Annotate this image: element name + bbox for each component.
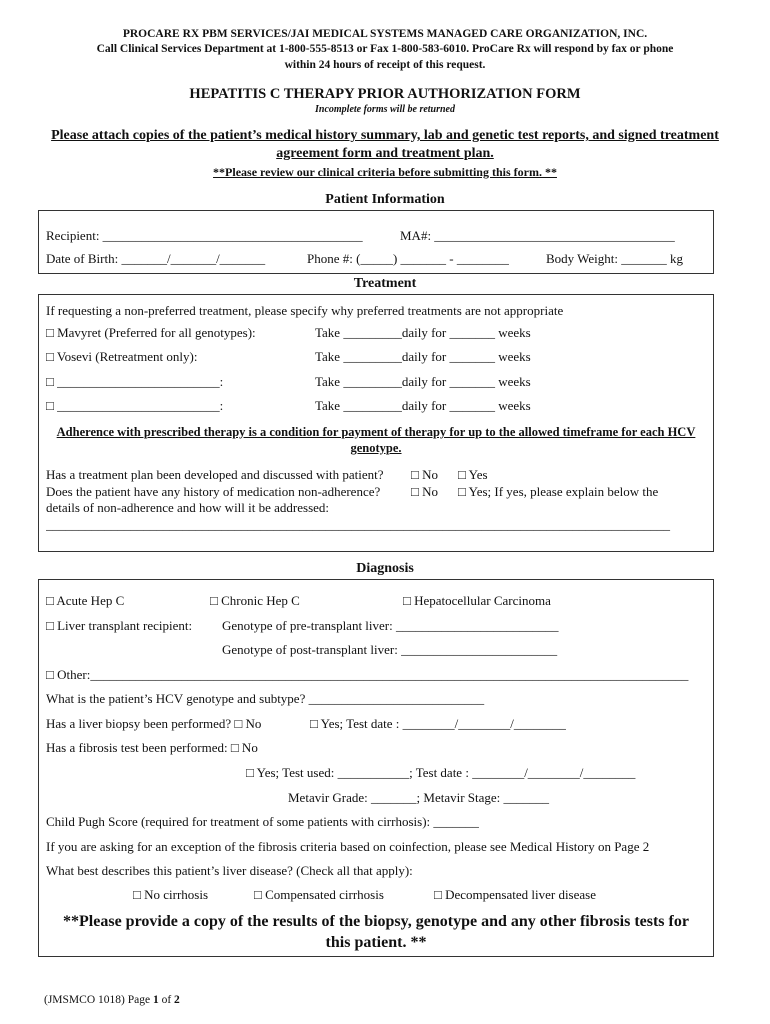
page-footer <box>44 994 180 1006</box>
vosevi-dose-field[interactable]: Take _________daily for _______ weeks <box>315 349 531 364</box>
decompensated-checkbox[interactable]: □ Decompensated liver disease <box>434 887 596 902</box>
diagnosis-heading: Diagnosis <box>356 561 414 576</box>
form-code: (JMSMCO 1018) Page <box>44 994 153 1006</box>
form-title: HEPATITIS C THERAPY PRIOR AUTHORIZATION FORM <box>189 86 581 102</box>
nonpreferred-note: If requesting a non-preferred treatment, please specify why preferred treatments are not appropriate <box>46 303 564 318</box>
fibrosis-yes-test-field[interactable]: □ Yes; Test used: ___________; Test date : ________/________/________ <box>246 765 636 780</box>
review-note: **Please review our clinical criteria before submitting this form. ** <box>213 165 557 179</box>
other-drug-2-dose-field[interactable]: Take _________daily for _______ weeks <box>315 398 531 413</box>
nonadherence-no-checkbox[interactable]: □ No <box>411 484 438 499</box>
coinfection-note: If you are asking for an exception of the fibrosis criteria based on coinfection, please see Medical History on Page 2 <box>46 839 650 854</box>
other-drug-1-dose-field[interactable]: Take _________daily for _______ weeks <box>315 374 531 389</box>
contact-line: Call Clinical Services Department at 1-800-555-8513 or Fax 1-800-583-6010. ProCare Rx will respond by fax or phone <box>96 43 674 55</box>
post-transplant-genotype-field[interactable]: Genotype of post-transplant liver: ________________________ <box>222 642 558 657</box>
page-of: of <box>158 994 175 1006</box>
fibrosis-no-checkbox[interactable]: Has a fibrosis test been performed: □ No <box>46 740 258 755</box>
nonadherence-yes-checkbox[interactable]: □ Yes; If yes, please explain below the <box>458 484 659 499</box>
treatment-heading: Treatment <box>353 276 417 291</box>
page-number: 1 <box>152 994 159 1006</box>
treatment-plan-question: Has a treatment plan been developed and discussed with patient? <box>46 467 384 482</box>
attach-note: Please attach copies of the patient’s medical history summary, lab and genetic test reports, and signed treatment agreement form and treatment plan. <box>51 128 719 161</box>
phone-field[interactable]: Phone #: (_____) _______ - ________ <box>307 251 509 266</box>
patient-info-heading: Patient Information <box>325 192 445 207</box>
body-weight-field[interactable]: Body Weight: _______ kg <box>546 251 684 266</box>
pre-transplant-genotype-field[interactable]: Genotype of pre-transplant liver: _________________________ <box>222 618 559 633</box>
child-pugh-field[interactable]: Child Pugh Score (required for treatment of some patients with cirrhosis): _______ <box>46 814 479 829</box>
metavir-field[interactable]: Metavir Grade: _______; Metavir Stage: _______ <box>288 790 550 805</box>
vosevi-checkbox[interactable]: □ Vosevi (Retreatment only): <box>46 349 198 364</box>
form-subtitle: Incomplete forms will be returned <box>315 104 455 115</box>
treatment-plan-no-checkbox[interactable]: □ No <box>411 467 438 482</box>
chronic-hep-c-checkbox[interactable]: □ Chronic Hep C <box>210 593 300 608</box>
adherence-note: Adherence with prescribed therapy is a condition for payment of therapy for up to the allowed timeframe for each HCV genotype. <box>56 425 696 455</box>
nonadherence-details-label: details of non-adherence and how will it be addressed: <box>46 500 330 515</box>
no-cirrhosis-checkbox[interactable]: □ No cirrhosis <box>133 887 209 902</box>
other-drug-2-checkbox[interactable]: □ _________________________: <box>46 398 224 413</box>
genotype-subtype-field[interactable]: What is the patient’s HCV genotype and subtype? ___________________________ <box>46 691 485 706</box>
nonadherence-details-line[interactable]: ________________________________________________________________________________________________ <box>46 517 670 532</box>
other-diagnosis-field[interactable]: □ Other:____________________________________________________________________________________________ <box>46 667 689 682</box>
closing-note: **Please provide a copy of the results of the biopsy, genotype and any other fibrosis tests for this patient. ** <box>63 913 689 951</box>
nonadherence-question: Does the patient have any history of medication non-adherence? <box>46 484 381 499</box>
ma-number-field[interactable]: MA#: _____________________________________ <box>400 228 675 243</box>
treatment-plan-yes-checkbox[interactable]: □ Yes <box>458 467 488 482</box>
acute-hep-c-checkbox[interactable]: □ Acute Hep C <box>46 593 125 608</box>
other-drug-1-checkbox[interactable]: □ _________________________: <box>46 374 224 389</box>
liver-disease-question: What best describes this patient’s liver disease? (Check all that apply): <box>46 863 413 878</box>
mavyret-dose-field[interactable]: Take _________daily for _______ weeks <box>315 325 531 340</box>
recipient-field[interactable]: Recipient: ________________________________________ <box>46 228 363 243</box>
hcc-checkbox[interactable]: □ Hepatocellular Carcinoma <box>403 593 551 608</box>
org-header: PROCARE RX PBM SERVICES/JAI MEDICAL SYSTEMS MANAGED CARE ORGANIZATION, INC. <box>122 28 648 40</box>
page-total: 2 <box>174 994 180 1006</box>
biopsy-yes-date-field[interactable]: □ Yes; Test date : ________/________/________ <box>310 716 566 731</box>
compensated-cirrhosis-checkbox[interactable]: □ Compensated cirrhosis <box>254 887 384 902</box>
dob-field[interactable]: Date of Birth: _______/_______/_______ <box>46 251 266 266</box>
liver-transplant-checkbox[interactable]: □ Liver transplant recipient: <box>46 618 193 633</box>
biopsy-no-checkbox[interactable]: Has a liver biopsy been performed? □ No <box>46 716 262 731</box>
mavyret-checkbox[interactable]: □ Mavyret (Preferred for all genotypes): <box>46 325 256 340</box>
response-timing: within 24 hours of receipt of this request. <box>284 59 486 71</box>
